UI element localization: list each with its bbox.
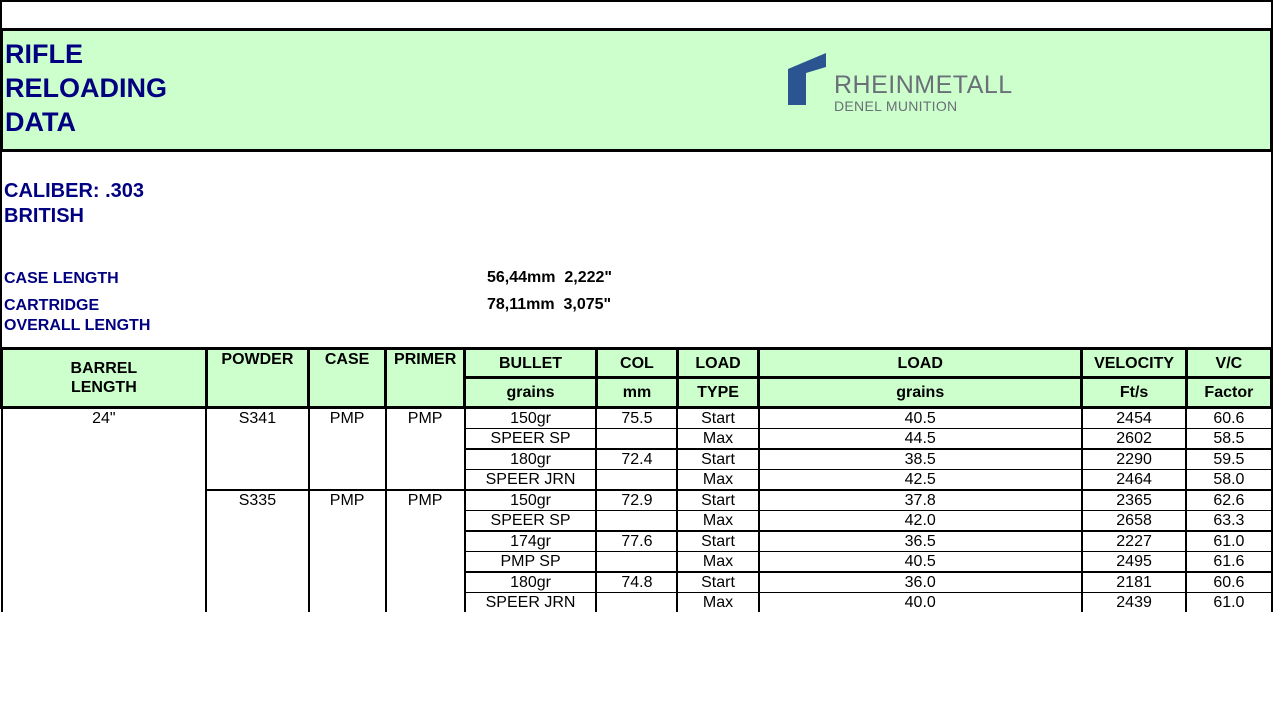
vc-factor-cell: 58.5 [1186,429,1271,450]
velocity-cell: 2658 [1082,511,1186,532]
velocity-cell: 2439 [1082,593,1186,613]
col-cell [596,593,677,613]
case-length-value: 56,44mm 2,222" [487,269,613,286]
reloading-data-table [0,347,1273,612]
caliber-heading [4,179,144,229]
vc-factor-cell: 61.6 [1186,552,1271,573]
header-load-unit: grains [759,378,1082,408]
load-grains-cell: 40.5 [759,552,1082,573]
load-grains-cell: 37.8 [759,490,1082,511]
load-type-cell: Max [677,552,758,573]
velocity-cell: 2495 [1082,552,1186,573]
bullet-weight-cell: 150gr [465,490,597,511]
load-type-cell: Max [677,593,758,613]
rheinmetall-logo-icon [786,51,830,107]
barrel-length-cell: 24" [2,408,207,613]
col-cell: 75.5 [596,408,677,429]
header-vc-unit: Factor [1186,378,1271,408]
caliber-line: BRITISH [4,205,84,227]
cartridge-overall-length-value: 78,11mm 3,075" [487,296,612,313]
title-line: DATA [5,107,76,137]
bullet-name-cell: SPEER JRN [465,593,597,613]
header-velocity-unit: Ft/s [1082,378,1186,408]
table-row [2,408,1272,429]
case-cell: PMP [309,408,386,491]
header-col-unit: mm [596,378,677,408]
logo-name: RHEINMETALL [834,71,1013,99]
velocity-cell: 2602 [1082,429,1186,450]
vc-factor-cell: 61.0 [1186,531,1271,552]
header-primer: PRIMER [386,349,465,408]
velocity-cell: 2464 [1082,470,1186,491]
vc-factor-cell: 61.0 [1186,593,1271,613]
load-grains-cell: 40.0 [759,593,1082,613]
col-cell [596,552,677,573]
col-cell: 72.9 [596,490,677,511]
load-type-cell: Start [677,572,758,593]
logo-subtitle: DENEL MUNITION [834,98,958,114]
case-cell: PMP [309,490,386,612]
header-powder: POWDER [206,349,308,408]
header-bullet: BULLET [465,349,597,378]
powder-cell: S335 [206,490,308,612]
caliber-section [0,152,1273,350]
velocity-cell: 2365 [1082,490,1186,511]
velocity-cell: 2227 [1082,531,1186,552]
header-barrel-length: BARREL LENGTH [2,349,207,408]
load-grains-cell: 36.0 [759,572,1082,593]
cartridge-overall-length-label: CARTRIDGE OVERALL LENGTH [4,297,151,334]
bullet-weight-cell: 150gr [465,408,597,429]
bullet-name-cell: SPEER JRN [465,470,597,491]
header-load-type-unit: TYPE [677,378,758,408]
bullet-name-cell: SPEER SP [465,429,597,450]
case-length-label: CASE LENGTH [4,270,119,287]
caliber-line: CALIBER: .303 [4,180,145,202]
load-type-cell: Start [677,408,758,429]
load-grains-cell: 40.5 [759,408,1082,429]
title-banner [0,28,1273,152]
load-grains-cell: 42.5 [759,470,1082,491]
velocity-cell: 2290 [1082,449,1186,470]
bullet-weight-cell: 180gr [465,449,597,470]
col-cell [596,470,677,491]
header-bullet-unit: grains [465,378,597,408]
col-cell [596,429,677,450]
rheinmetall-logo [786,51,1046,114]
bullet-name-cell: PMP SP [465,552,597,573]
header-load: LOAD [759,349,1082,378]
header-velocity: VELOCITY [1082,349,1186,378]
col-cell: 74.8 [596,572,677,593]
sheet-top-border [0,0,1273,30]
vc-factor-cell: 63.3 [1186,511,1271,532]
load-grains-cell: 44.5 [759,429,1082,450]
header-vc: V/C [1186,349,1271,378]
vc-factor-cell: 60.6 [1186,572,1271,593]
vc-factor-cell: 59.5 [1186,449,1271,470]
page-title [5,37,167,139]
title-line: RELOADING [5,73,167,103]
load-type-cell: Max [677,470,758,491]
bullet-weight-cell: 174gr [465,531,597,552]
load-grains-cell: 38.5 [759,449,1082,470]
col-cell: 77.6 [596,531,677,552]
col-cell [596,511,677,532]
primer-cell: PMP [386,408,465,491]
table-body [2,408,1272,613]
load-grains-cell: 36.5 [759,531,1082,552]
primer-cell: PMP [386,490,465,612]
load-grains-cell: 42.0 [759,511,1082,532]
load-type-cell: Max [677,511,758,532]
col-cell: 72.4 [596,449,677,470]
vc-factor-cell: 60.6 [1186,408,1271,429]
vc-factor-cell: 62.6 [1186,490,1271,511]
header-load-type: LOAD [677,349,758,378]
bullet-weight-cell: 180gr [465,572,597,593]
load-type-cell: Start [677,490,758,511]
load-type-cell: Start [677,449,758,470]
header-case: CASE [309,349,386,408]
bullet-name-cell: SPEER SP [465,511,597,532]
velocity-cell: 2454 [1082,408,1186,429]
load-type-cell: Max [677,429,758,450]
vc-factor-cell: 58.0 [1186,470,1271,491]
load-type-cell: Start [677,531,758,552]
header-col: COL [596,349,677,378]
powder-cell: S341 [206,408,308,491]
title-line: RIFLE [5,39,83,69]
velocity-cell: 2181 [1082,572,1186,593]
